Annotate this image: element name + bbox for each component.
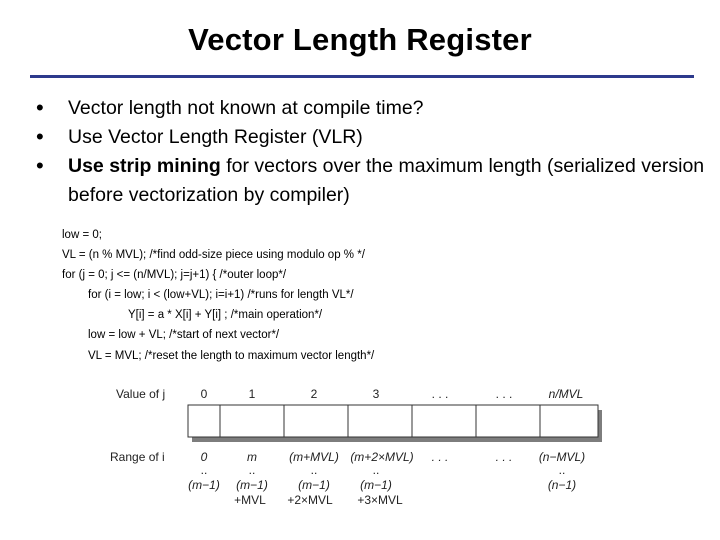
array-segment xyxy=(220,405,284,437)
range-start: m xyxy=(247,450,257,464)
range-dots: .. xyxy=(372,463,380,477)
bullet-dot-icon: • xyxy=(36,124,44,149)
j-value: 2 xyxy=(310,387,318,401)
range-dots: .. xyxy=(200,463,208,477)
j-value: . . . xyxy=(431,387,449,401)
bullet-bold-text: Use strip mining xyxy=(68,155,221,177)
j-value: . . . xyxy=(495,387,513,401)
bullet-text: Use Vector Length Register (VLR) xyxy=(68,126,363,148)
j-value: 0 xyxy=(200,387,208,401)
code-line: VL = (n % MVL); /*find odd-size piece using modulo op % */ xyxy=(62,249,365,262)
range-offset: +2×MVL xyxy=(287,493,333,507)
bullet-dot-icon: • xyxy=(36,95,44,120)
j-value: n/MVL xyxy=(548,387,584,401)
range-end: (m−1) xyxy=(236,478,268,492)
array-segments xyxy=(188,405,598,437)
code-line: for (j = 0; j <= (n/MVL); j=j+1) { /*outer loop*/ xyxy=(62,269,287,282)
code-line: VL = MVL; /*reset the length to maximum vector length*/ xyxy=(88,349,375,362)
range-end: (m−1) xyxy=(298,478,330,492)
range-start: (m+MVL) xyxy=(289,450,339,464)
j-value: 1 xyxy=(248,387,256,401)
range-start: 0 xyxy=(200,450,208,464)
slide-title: Vector Length Register xyxy=(188,22,532,57)
j-value: 3 xyxy=(372,387,380,401)
range-offset: +3×MVL xyxy=(357,493,403,507)
code-line: low = 0; xyxy=(62,229,102,241)
range-dots: .. xyxy=(310,463,318,477)
array-segment xyxy=(476,405,540,437)
range-start: (n−MVL) xyxy=(538,450,586,464)
value-of-j-label: Value of j xyxy=(116,387,166,401)
array-segment xyxy=(540,405,598,437)
range-of-i-label: Range of i xyxy=(110,450,165,464)
array-segment xyxy=(188,405,220,437)
array-segment xyxy=(412,405,476,437)
range-start: . . . xyxy=(431,450,449,464)
code-line: low = low + VL; /*start of next vector*/ xyxy=(88,329,280,342)
array-segment xyxy=(348,405,412,437)
range-offset: +MVL xyxy=(234,493,266,507)
range-dots: .. xyxy=(558,463,566,477)
array-segment xyxy=(284,405,348,437)
bullet-dot-icon: • xyxy=(36,153,44,178)
range-start: (m+2×MVL) xyxy=(350,450,414,464)
range-end: (n−1) xyxy=(547,478,577,492)
range-start: . . . xyxy=(495,450,513,464)
bullet-text: for vectors over the maximum length (serialized version before vectorization by compiler) xyxy=(68,155,705,206)
range-dots: .. xyxy=(248,463,256,477)
bullet-text: Vector length not known at compile time? xyxy=(68,97,424,119)
range-end: (m−1) xyxy=(360,478,392,492)
range-end: (m−1) xyxy=(188,478,220,492)
code-line: Y[i] = a * X[i] + Y[i] ; /*main operation*/ xyxy=(128,309,323,322)
code-line: for (i = low; i < (low+VL); i=i+1) /*runs for length VL*/ xyxy=(88,289,354,302)
